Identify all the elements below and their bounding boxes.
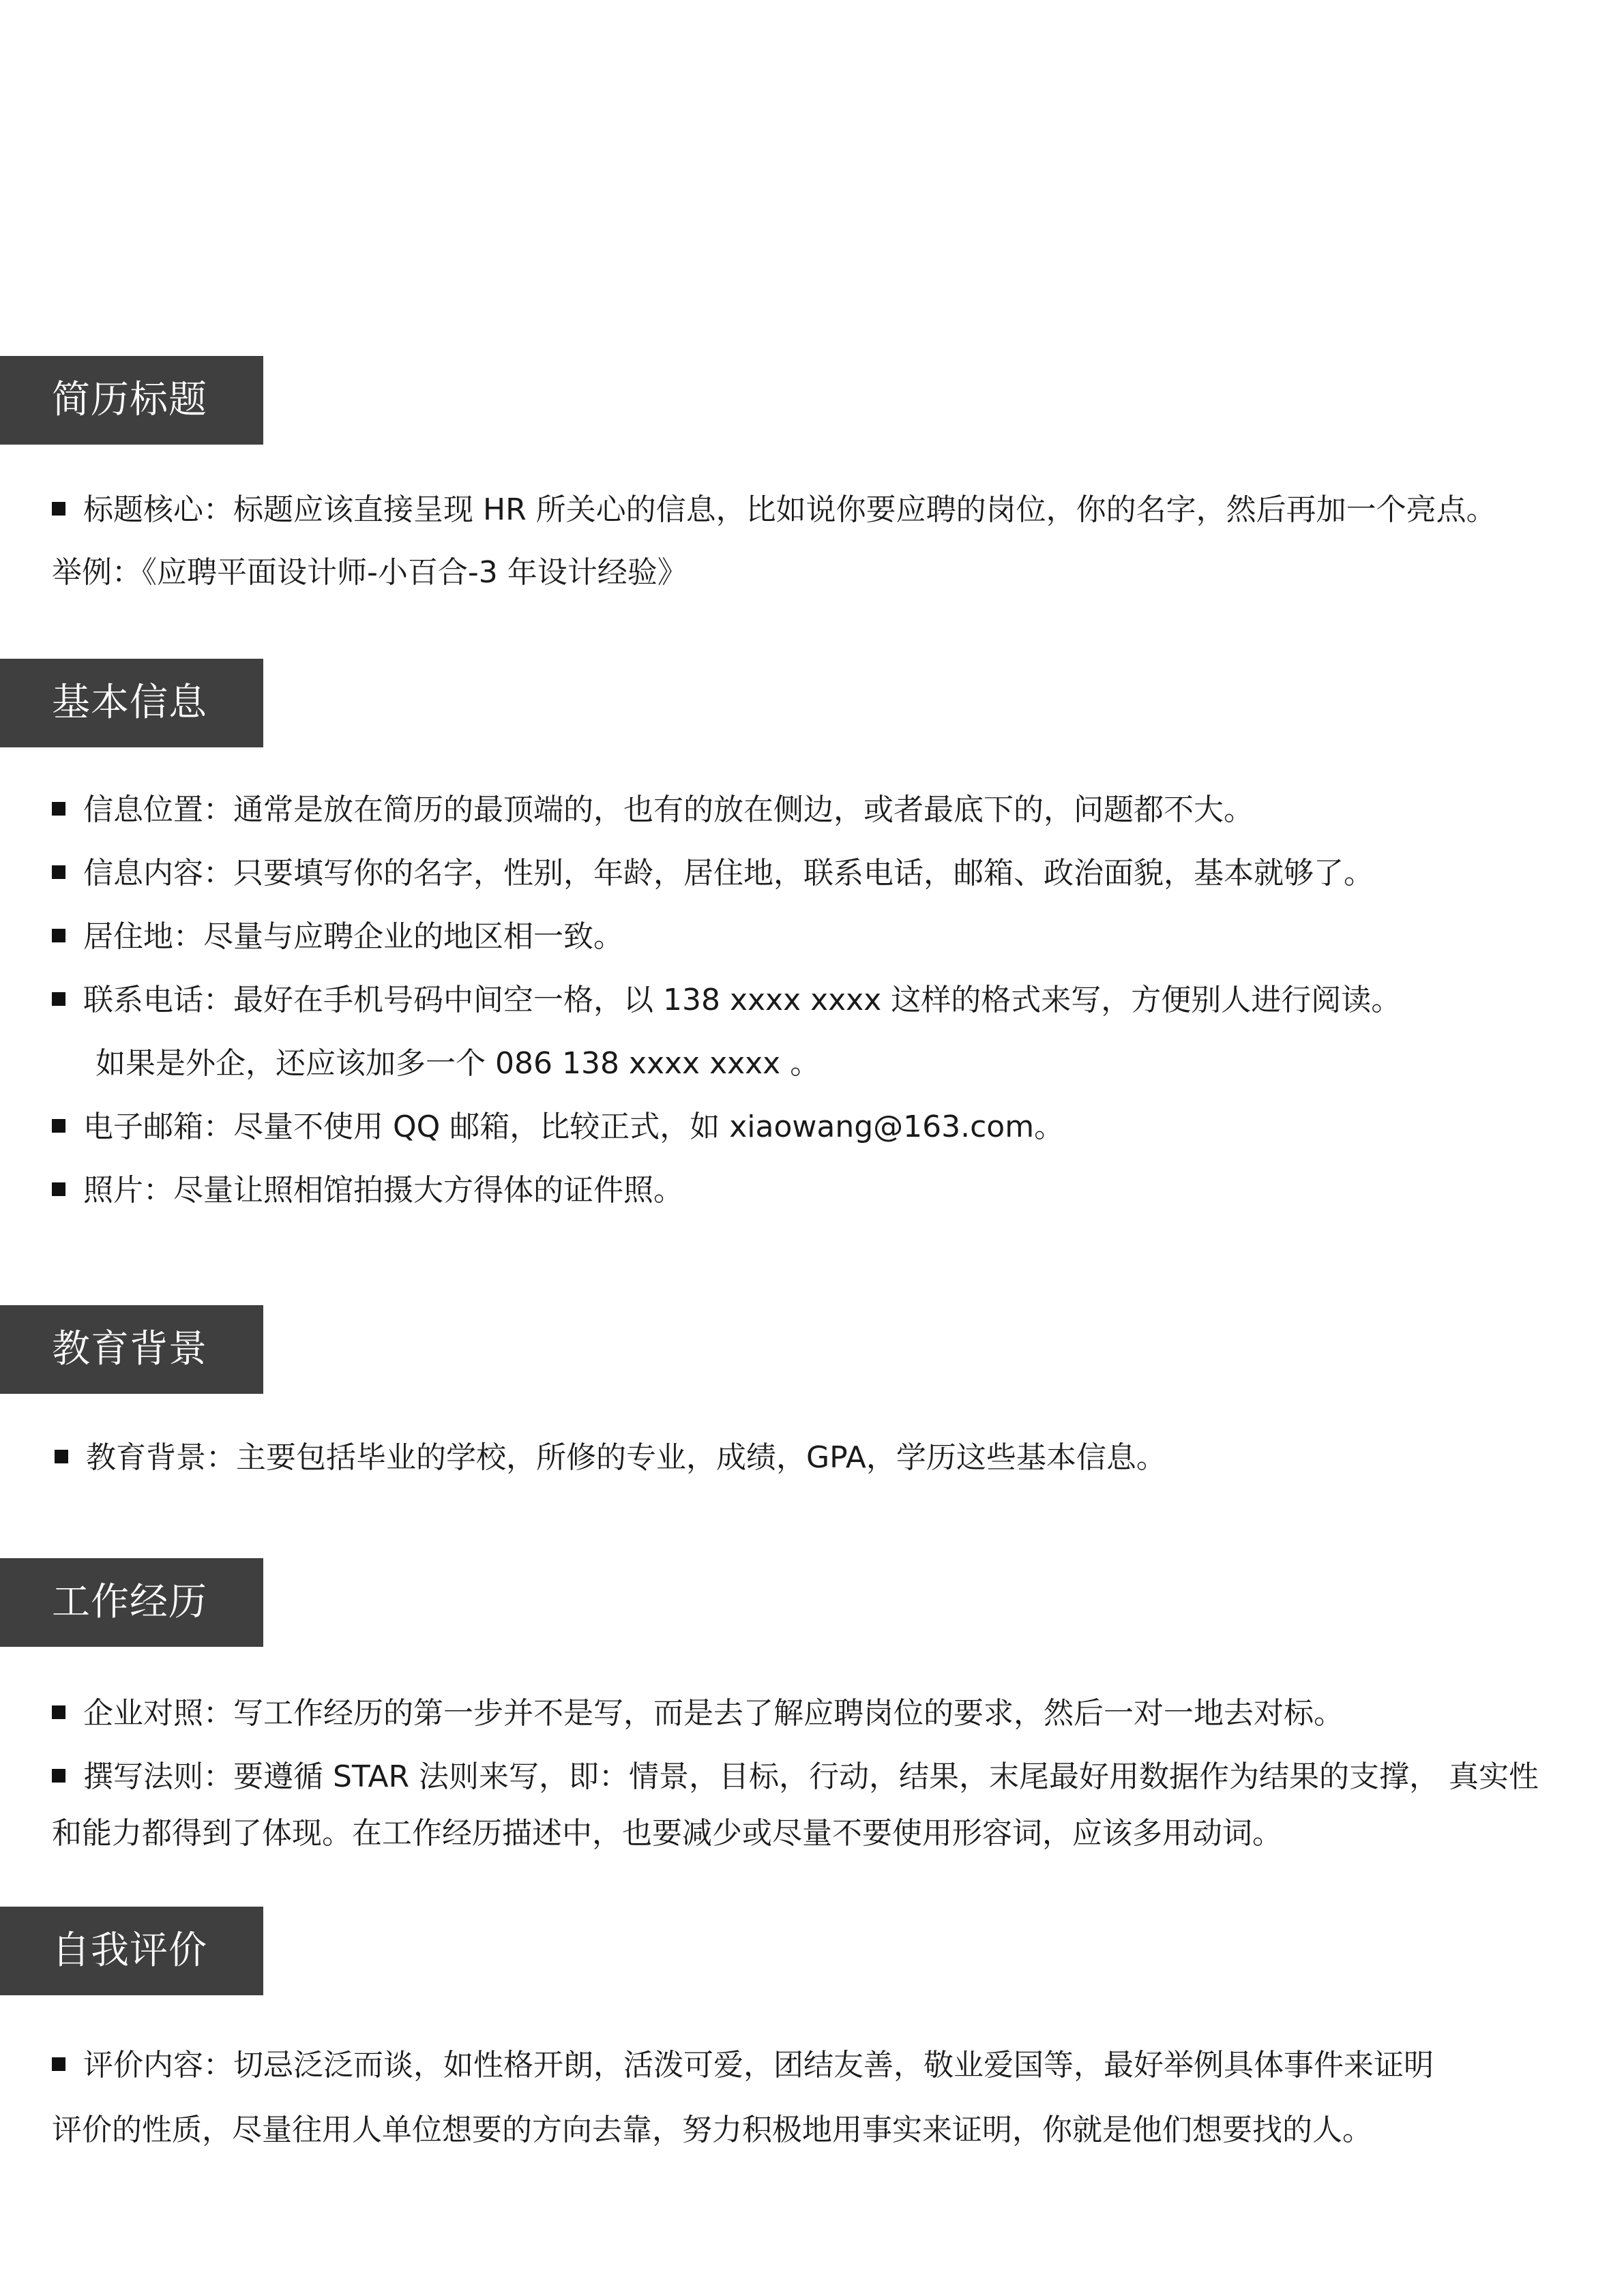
bullet-square-icon	[52, 502, 65, 516]
list-item	[52, 790, 1254, 831]
section-heading-self: 自我评价	[0, 1907, 263, 1995]
bullet-square-icon	[52, 1769, 65, 1783]
bullet-square-icon	[52, 992, 65, 1006]
list-item	[52, 1757, 1539, 1798]
list-item	[52, 853, 1374, 894]
item-text: 企业对照：写工作经历的第一步并不是写，而是去了解应聘岗位的要求，然后一对一地去对标。	[83, 1696, 1344, 1731]
list-item	[52, 1170, 683, 1211]
list-item	[52, 916, 623, 957]
bullet-square-icon	[52, 865, 65, 879]
item-text: 信息位置：通常是放在简历的最顶端的，也有的放在侧边，或者最底下的，问题都不大。	[83, 792, 1254, 827]
bullet-square-icon	[55, 1450, 68, 1463]
item-text: 电子邮箱：尽量不使用 QQ 邮箱，比较正式，如 xiaowang@163.com。	[83, 1109, 1065, 1144]
list-item	[52, 1107, 1064, 1148]
item-text: 标题核心：标题应该直接呈现 HR 所关心的信息，比如说你要应聘的岗位，你的名字，然后再加一个亮点。	[83, 492, 1496, 527]
bullet-square-icon	[52, 802, 65, 816]
list-item	[52, 490, 1496, 531]
section-heading-basic: 基本信息	[0, 659, 263, 747]
bullet-square-icon	[52, 2057, 65, 2071]
item-text: 教育背景：主要包括毕业的学校，所修的专业，成绩，GPA，学历这些基本信息。	[86, 1440, 1166, 1475]
section-heading-work: 工作经历	[0, 1558, 263, 1647]
item-text: 照片：尽量让照相馆拍摄大方得体的证件照。	[83, 1173, 683, 1208]
bullet-square-icon	[52, 1119, 65, 1133]
list-item-continuation: 和能力都得到了体现。在工作经历描述中，也要减少或尽量不要使用形容词，应该多用动词。	[52, 1816, 1282, 1851]
list-item-continuation: 如果是外企，还应该加多一个 086 138 xxxx xxxx 。	[95, 1046, 821, 1081]
list-item-continuation: 评价的性质，尽量往用人单位想要的方向去靠，努力积极地用事实来证明，你就是他们想要找的人。	[52, 2113, 1372, 2147]
bullet-square-icon	[52, 929, 65, 942]
item-text: 评价内容：切忌泛泛而谈，如性格开朗，活泼可爱，团结友善，敬业爱国等，最好举例具体事件来证明	[83, 2048, 1434, 2083]
list-item	[55, 1437, 1166, 1478]
item-text: 居住地：尽量与应聘企业的地区相一致。	[83, 919, 623, 954]
bullet-square-icon	[52, 1182, 65, 1196]
list-item	[52, 1693, 1344, 1734]
section-heading-education: 教育背景	[0, 1305, 263, 1394]
list-item	[52, 980, 1401, 1021]
list-item	[52, 2045, 1434, 2086]
bullet-square-icon	[52, 1705, 65, 1719]
item-text: 联系电话：最好在手机号码中间空一格，以 138 xxxx xxxx 这样的格式来写，方便别人进行阅读。	[83, 983, 1402, 1017]
section-heading-title: 简历标题	[0, 356, 263, 445]
example-text: 举例：《应聘平面设计师-小百合-3 年设计经验》	[52, 555, 688, 590]
item-text: 撰写法则：要遵循 STAR 法则来写，即：情景，目标，行动，结果，末尾最好用数据作为结果的支撑， 真实性	[83, 1759, 1539, 1794]
item-text: 信息内容：只要填写你的名字，性别，年龄，居住地，联系电话，邮箱、政治面貌，基本就够了。	[83, 856, 1374, 891]
